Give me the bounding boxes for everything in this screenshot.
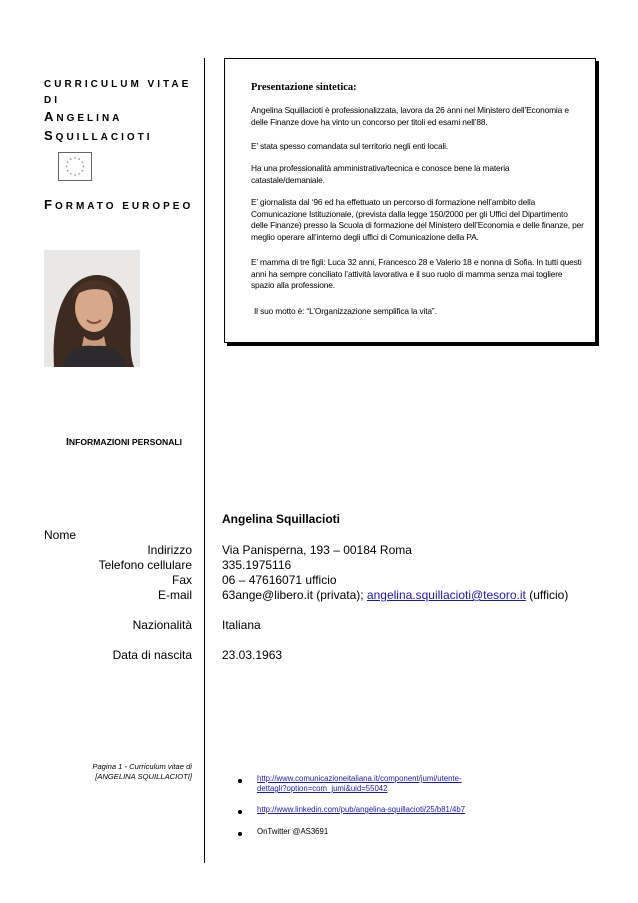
link-linkedin[interactable]: http://www.linkedin.com/pub/angelina-squillacioti/25/b81/4b7 bbox=[257, 805, 466, 814]
flag-star bbox=[70, 158, 72, 160]
summary-box bbox=[224, 58, 596, 343]
email-label: E-mail bbox=[157, 588, 192, 602]
summary-paragraph-1: Angelina Squillacioti è professionalizzata, lavora da 26 anni nel Ministero dell’Economia e delle Finanze dove ha vinto un concorso per titoli ed esami nell’88. bbox=[251, 105, 569, 127]
flag-star bbox=[78, 158, 80, 160]
flag-star bbox=[70, 173, 72, 175]
summary-title: Presentazione sintetica: bbox=[251, 82, 357, 93]
section-cap: I bbox=[66, 436, 69, 448]
name-value: Angelina Squillacioti bbox=[222, 512, 341, 526]
flag-star bbox=[81, 170, 83, 172]
cv-title bbox=[44, 78, 191, 145]
profile-photo bbox=[44, 250, 140, 367]
footer-line-1: Pagina 1 - Curriculum vitae di bbox=[92, 762, 192, 771]
birthdate-label: Data di nascita bbox=[112, 648, 192, 662]
address-label: Indirizzo bbox=[147, 543, 192, 557]
email-office-note: (ufficio) bbox=[525, 588, 569, 602]
phone-label: Telefono cellulare bbox=[98, 558, 192, 572]
email-office-link[interactable]: angelina.squillacioti@tesoro.it bbox=[366, 588, 526, 602]
cv-name-last bbox=[44, 129, 191, 145]
nationality-value: Italiana bbox=[222, 618, 261, 632]
flag-star bbox=[74, 174, 76, 176]
name-label: Nome bbox=[44, 528, 77, 542]
phone-value: 335.1975116 bbox=[222, 558, 292, 572]
section-heading-personal-info bbox=[66, 436, 182, 448]
fax-label: Fax bbox=[171, 573, 192, 587]
nationality-label: Nazionalità bbox=[132, 618, 192, 632]
page-footer bbox=[80, 762, 192, 782]
flag-star bbox=[74, 157, 76, 159]
footer-line-2: [ANGELINA SQUILLACIOTI] bbox=[95, 772, 192, 781]
link-comunicazione-line1[interactable]: http://www.comunicazioneitaliana.it/component/jumi/utente- bbox=[257, 774, 462, 783]
summary-paragraph-2: E’ stata spesso comandata sul territorio negli enti locali. bbox=[251, 141, 449, 151]
name-last-rest: QUILLACIOTI bbox=[55, 132, 153, 143]
bullet-dot-icon bbox=[238, 832, 242, 836]
twitter-handle: OnTwitter @AS3691 bbox=[257, 827, 329, 836]
name-first-rest: NGELINA bbox=[56, 113, 123, 124]
flag-star bbox=[67, 161, 69, 163]
summary-paragraph-4: E’ giornalista dal ‘96 ed ha effettuato un percorso di formazione nell’ambito della Comunicazione Istituzionale, (prevista dalla legge 150/2000 per gli Uffici del Dipartimento delle Finanze) presso la Scuola di formazione del Ministero dell’Economia e delle finanze, per meglio operare all’interno degli uffici di Comunicazione della PA. bbox=[251, 197, 584, 242]
format-cap: F bbox=[44, 197, 55, 212]
cv-title-line2: DI bbox=[44, 95, 60, 106]
link-comunicazione-line2[interactable]: dettagli?option=com_jumi&uid=55042 bbox=[257, 784, 388, 793]
format-rest: ORMATO EUROPEO bbox=[54, 201, 194, 212]
address-value: Via Panisperna, 193 – 00184 Roma bbox=[222, 543, 412, 557]
summary-paragraph-6: Il suo motto è: “L’Organizzazione semplifica la vita”. bbox=[254, 306, 437, 316]
flag-star bbox=[66, 166, 68, 168]
flag-star bbox=[78, 173, 80, 175]
email-value bbox=[222, 588, 568, 603]
flag-star bbox=[83, 166, 85, 168]
cv-title-line1: CURRICULUM VITAE bbox=[44, 79, 192, 90]
section-rest: NFORMAZIONI PERSONALI bbox=[68, 437, 183, 447]
name-last-cap: S bbox=[44, 128, 56, 143]
flag-star bbox=[81, 161, 83, 163]
fax-value: 06 – 47616071 ufficio bbox=[222, 573, 337, 587]
summary-paragraph-3: Ha una professionalità amministrativa/tecnica e conosce bene la materia catastale/demaniale. bbox=[251, 163, 510, 185]
column-divider bbox=[204, 58, 205, 863]
cv-name-first bbox=[44, 110, 191, 126]
summary-paragraph-5: E’ mamma di tre figli: Luca 32 anni, Francesco 28 e Valerio 18 e nonna di Sofia. In tutti questi anni ha sempre conciliato l’attività lavorativa e il suo ruolo di mamma senza mai togliere spazio alla professione. bbox=[251, 257, 582, 291]
eu-flag-icon bbox=[58, 152, 92, 181]
bullet-dot-icon bbox=[238, 779, 242, 783]
flag-star bbox=[67, 170, 69, 172]
format-heading bbox=[44, 198, 193, 214]
birthdate-value: 23.03.1963 bbox=[222, 648, 283, 662]
name-first-cap: A bbox=[44, 109, 57, 124]
link-comunicazione[interactable] bbox=[257, 774, 462, 794]
email-private: 63ange@libero.it (privata); bbox=[222, 588, 367, 602]
bullet-dot-icon bbox=[238, 810, 242, 814]
